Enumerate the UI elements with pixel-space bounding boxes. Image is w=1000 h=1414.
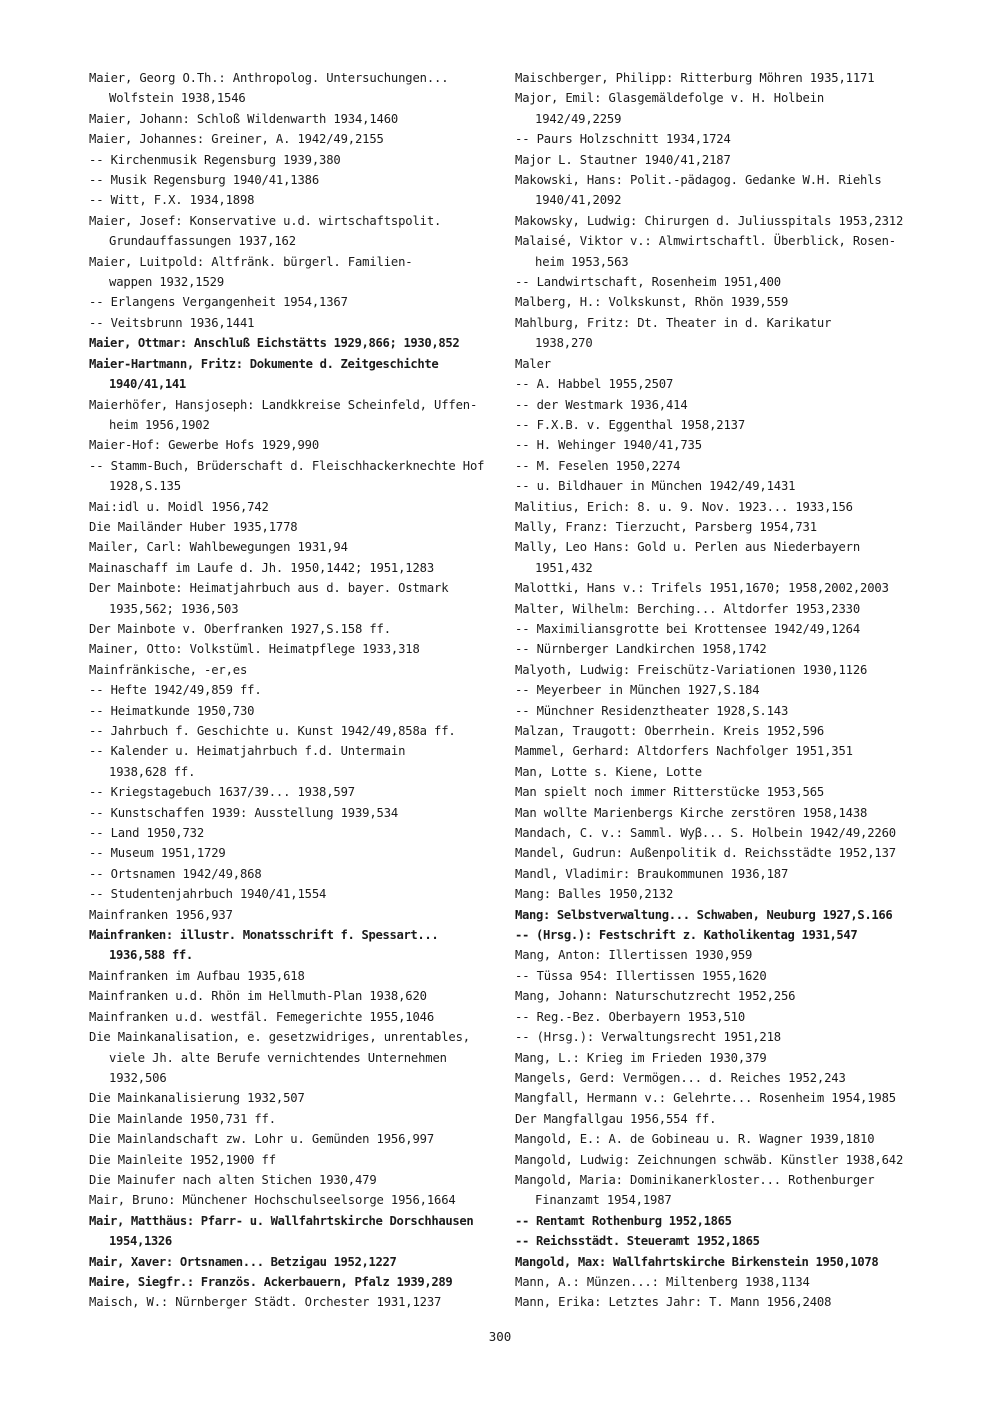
index-entry: [515, 803, 925, 823]
index-entry: [515, 129, 925, 149]
index-entry: [515, 272, 925, 292]
index-entry: [515, 619, 925, 639]
index-entry: [89, 1211, 499, 1252]
index-column-right: [515, 68, 925, 1313]
index-entry-line: Mainfranken im Aufbau 1935,618: [89, 968, 305, 983]
index-entry: [89, 456, 499, 497]
index-entry: [515, 905, 925, 925]
index-entry-continuation: heim 1953,563: [535, 254, 629, 269]
index-entry-line: Mair, Xaver: Ortsnamen... Betzigau 1952,1227: [89, 1254, 397, 1269]
index-entry-line: -- Musik Regensburg 1940/41,1386: [89, 173, 319, 188]
index-entry: [89, 333, 499, 353]
index-entry: [515, 578, 925, 598]
index-entry: [515, 517, 925, 537]
index-entry-line: Mainer, Otto: Volkstüml. Heimatpflege 1933,318: [89, 642, 420, 657]
index-entry: [515, 537, 925, 578]
index-entry-line: Mang: Selbstverwaltung... Schwaben, Neuburg 1927,S.166: [515, 907, 893, 922]
index-entry: [89, 252, 499, 293]
index-entry: [89, 1007, 499, 1027]
index-entry-continuation: 1936,588 ff.: [109, 948, 193, 963]
index-entry-line: Major, Emil: Glasgemäldefolge v. H. Holbein: [515, 91, 825, 106]
index-entry-continuation: 1954,1326: [109, 1234, 172, 1249]
index-entry-continuation: Wolfstein 1938,1546: [109, 91, 246, 106]
index-entry: [515, 762, 925, 782]
page-number: 300: [488, 1329, 512, 1344]
index-entry: [89, 966, 499, 986]
index-entry: [89, 905, 499, 925]
index-entry-line: -- Münchner Residenztheater 1928,S.143: [515, 703, 789, 718]
index-entry: [89, 823, 499, 843]
index-entry: [515, 599, 925, 619]
index-entry-line: Mangels, Gerd: Vermögen... d. Reiches 1952,243: [515, 1070, 846, 1085]
index-entry: [515, 1007, 925, 1027]
index-entry: [515, 1027, 925, 1047]
index-entry: [515, 639, 925, 659]
index-entry-line: Malter, Wilhelm: Berching... Altdorfer 1953,2330: [515, 601, 860, 616]
index-entry-continuation: 1938,628 ff.: [109, 764, 196, 779]
index-entry: [89, 986, 499, 1006]
index-entry-line: -- Kalender u. Heimatjahrbuch f.d. Untermain: [89, 744, 406, 759]
index-entry: [515, 823, 925, 843]
index-entry-line: Mair, Bruno: Münchener Hochschulseelsorge 1956,1664: [89, 1193, 456, 1208]
index-entry: [89, 537, 499, 557]
index-entry-line: Maierhöfer, Hansjoseph: Landkkreise Scheinfeld, Uffen-: [89, 397, 478, 412]
index-entry: [515, 170, 925, 211]
index-entry-line: -- H. Wehinger 1940/41,735: [515, 438, 702, 453]
index-entry-line: -- Meyerbeer in München 1927,S.184: [515, 683, 760, 698]
index-entry-line: Mann, A.: Münzen...: Miltenberg 1938,1134: [515, 1274, 810, 1289]
index-entry: [515, 1292, 925, 1312]
index-entry-line: Man wollte Marienbergs Kirche zerstören 1958,1438: [515, 805, 868, 820]
index-entry: [515, 1048, 925, 1068]
index-entry-line: Man, Lotte s. Kiene, Lotte: [515, 764, 702, 779]
index-entry: [515, 231, 925, 272]
index-entry: [515, 88, 925, 129]
index-entry-line: Die Mainlandschaft zw. Lohr u. Gemünden 1956,997: [89, 1132, 434, 1147]
index-entry-line: -- Tüssa 954: Illertissen 1955,1620: [515, 968, 767, 983]
index-entry-line: -- Reichsstädt. Steueramt 1952,1865: [515, 1234, 760, 1249]
index-entry-line: Mang, Johann: Naturschutzrecht 1952,256: [515, 989, 796, 1004]
index-entry-line: Mainfranken u.d. westfäl. Femegerichte 1955,1046: [89, 1009, 434, 1024]
index-entry: [89, 1292, 499, 1312]
index-entry-line: Makowsky, Ludwig: Chirurgen d. Juliusspitals 1953,2312: [515, 213, 904, 228]
index-entry-line: -- u. Bildhauer in München 1942/49,1431: [515, 479, 796, 494]
index-entry-line: Der Mainbote: Heimatjahrbuch aus d. bayer. Ostmark: [89, 581, 449, 596]
index-entry-line: -- Heimatkunde 1950,730: [89, 703, 255, 718]
index-entry-line: Mainfranken 1956,937: [89, 907, 233, 922]
index-entry: [89, 190, 499, 210]
index-entry-line: Mainaschaff im Laufe d. Jh. 1950,1442; 1951,1283: [89, 560, 434, 575]
index-entry: [515, 476, 925, 496]
index-entry-line: Die Mailänder Huber 1935,1778: [89, 519, 298, 534]
index-entry-line: Mai:idl u. Moidl 1956,742: [89, 499, 269, 514]
index-entry-line: -- Stamm-Buch, Brüderschaft d. Fleischhackerknechte Hof: [89, 458, 485, 473]
index-entry: [515, 1252, 925, 1272]
index-entry-line: Malitius, Erich: 8. u. 9. Nov. 1923... 1933,156: [515, 499, 853, 514]
index-entry-continuation: 1940/41,141: [109, 377, 186, 392]
index-entry-line: -- Kunstschaffen 1939: Ausstellung 1939,534: [89, 805, 399, 820]
index-entry-line: Mainfränkische, -er,es: [89, 662, 248, 677]
index-entry: [515, 843, 925, 863]
index-entry: [515, 782, 925, 802]
index-entry: [89, 109, 499, 129]
index-entry-line: Mahlburg, Fritz: Dt. Theater in d. Karikatur: [515, 315, 832, 330]
index-entry: [89, 1088, 499, 1108]
index-entry-line: -- Paurs Holzschnitt 1934,1724: [515, 132, 731, 147]
index-entry: [89, 1272, 499, 1292]
index-entry: [89, 680, 499, 700]
index-entry-line: -- (Hrsg.): Festschrift z. Katholikentag 1931,547: [515, 928, 858, 943]
index-entry-line: Mailer, Carl: Wahlbewegungen 1931,94: [89, 540, 348, 555]
index-entry-line: Maire, Siegfr.: Französ. Ackerbauern, Pfalz 1939,289: [89, 1274, 453, 1289]
index-column-left: [89, 68, 499, 1313]
index-entry: [515, 292, 925, 312]
index-entry: [515, 497, 925, 517]
index-entry: [515, 741, 925, 761]
index-entry-line: -- Veitsbrunn 1936,1441: [89, 315, 255, 330]
index-entry: [89, 292, 499, 312]
index-entry: [515, 945, 925, 965]
index-entry: [515, 1211, 925, 1231]
index-entry-line: -- Ortsnamen 1942/49,868: [89, 866, 262, 881]
index-entry: [89, 354, 499, 395]
index-entry-line: -- Nürnberger Landkirchen 1958,1742: [515, 642, 767, 657]
index-entry: [89, 1109, 499, 1129]
index-entry-line: Mangold, Maria: Dominikanerkloster... Rothenburger: [515, 1172, 875, 1187]
index-entry: [515, 150, 925, 170]
index-entry: [515, 354, 925, 374]
index-entry: [89, 639, 499, 659]
index-entry-line: Die Mainkanalisation, e. gesetzwidriges, unrentables,: [89, 1030, 470, 1045]
index-entry: [89, 211, 499, 252]
index-entry-line: Malzan, Traugott: Oberrhein. Kreis 1952,596: [515, 724, 825, 738]
index-entry-line: Maier, Johannes: Greiner, A. 1942/49,2155: [89, 132, 384, 147]
index-entry-line: Mangold, Ludwig: Zeichnungen schwäb. Künstler 1938,642: [515, 1152, 904, 1167]
index-entry: [515, 435, 925, 455]
index-entry: [515, 395, 925, 415]
index-entry-line: Mangfall, Hermann v.: Gelehrte... Rosenheim 1954,1985: [515, 1091, 896, 1106]
index-entry: [89, 925, 499, 966]
index-entry-line: Mang, Anton: Illertissen 1930,959: [515, 948, 753, 963]
index-entry-line: Maier, Luitpold: Altfränk. bürgerl. Familien-: [89, 254, 413, 269]
index-entry: [89, 517, 499, 537]
index-entry: [515, 1109, 925, 1129]
index-entry-line: -- Kriegstagebuch 1637/39... 1938,597: [89, 785, 355, 800]
index-entry: [515, 211, 925, 231]
index-entry-continuation: 1951,432: [535, 560, 593, 575]
index-entry: [89, 843, 499, 863]
index-entry-line: Maier-Hartmann, Fritz: Dokumente d. Zeitgeschichte: [89, 356, 439, 371]
index-entry: [89, 619, 499, 639]
index-entry: [89, 864, 499, 884]
index-entry: [89, 395, 499, 436]
index-entry: [515, 864, 925, 884]
index-entry: [89, 803, 499, 823]
index-entry: [515, 680, 925, 700]
index-entry-line: -- Land 1950,732: [89, 826, 204, 841]
index-entry-line: Mandl, Vladimir: Braukommunen 1936,187: [515, 866, 789, 881]
index-entry-line: -- Rentamt Rothenburg 1952,1865: [515, 1213, 732, 1228]
index-entry-line: Mandach, C. v.: Samml. Wyβ... S. Holbein 1942/49,2260: [515, 826, 896, 841]
index-entry: [89, 721, 499, 741]
index-entry: [89, 435, 499, 455]
index-entry-line: Maier, Ottmar: Anschluß Eichstätts 1929,866; 1930,852: [89, 336, 460, 351]
index-entry-continuation: 1932,506: [109, 1070, 167, 1085]
index-entry: [515, 884, 925, 904]
index-entry-line: Mally, Leo Hans: Gold u. Perlen aus Niederbayern: [515, 540, 860, 555]
index-entry: [515, 1231, 925, 1251]
index-entry-continuation: viele Jh. alte Berufe vernichtendes Unternehmen: [109, 1050, 447, 1065]
index-entry: [515, 1088, 925, 1108]
index-entry: [515, 966, 925, 986]
index-entry-line: Die Mainlande 1950,731 ff.: [89, 1111, 276, 1126]
index-entry-line: -- A. Habbel 1955,2507: [515, 377, 674, 392]
index-entry-line: Maier, Johann: Schloß Wildenwarth 1934,1460: [89, 111, 399, 126]
index-entry: [515, 456, 925, 476]
index-entry-line: Die Mainleite 1952,1900 ff: [89, 1152, 276, 1167]
index-entry: [89, 497, 499, 517]
index-entry-line: Maier-Hof: Gewerbe Hofs 1929,990: [89, 438, 319, 453]
index-entry-line: Maier, Josef: Konservative u.d. wirtschaftspolit.: [89, 213, 442, 228]
index-entry-continuation: wappen 1932,1529: [109, 275, 224, 290]
index-entry-line: -- Hefte 1942/49,859 ff.: [89, 683, 262, 698]
index-entry-line: Maler: [515, 356, 551, 371]
index-entry: [515, 415, 925, 435]
index-entry: [89, 782, 499, 802]
index-entry: [89, 558, 499, 578]
index-entry: [515, 660, 925, 680]
index-entry-line: Die Mainkanalisierung 1932,507: [89, 1091, 305, 1106]
index-entry-line: Man spielt noch immer Ritterstücke 1953,565: [515, 785, 825, 800]
index-entry-line: -- Maximiliansgrotte bei Krottensee 1942/49,1264: [515, 621, 860, 636]
index-entry: [89, 1150, 499, 1170]
index-entry-line: Die Mainufer nach alten Stichen 1930,479: [89, 1172, 377, 1187]
index-entry-line: -- der Westmark 1936,414: [515, 397, 688, 412]
index-entry-line: -- Studentenjahrbuch 1940/41,1554: [89, 887, 327, 902]
index-entry-continuation: 1938,270: [535, 336, 593, 351]
index-entry: [515, 1150, 925, 1170]
index-entry-line: Major L. Stautner 1940/41,2187: [515, 152, 731, 167]
index-entry: [89, 313, 499, 333]
index-entry-line: Der Mainbote v. Oberfranken 1927,S.158 ff.: [89, 621, 391, 636]
index-entry: [89, 150, 499, 170]
index-entry: [515, 925, 925, 945]
index-entry: [515, 721, 925, 741]
index-entry-line: Makowski, Hans: Polit.-pädagog. Gedanke W.H. Riehls: [515, 173, 882, 188]
index-entry-continuation: 1940/41,2092: [535, 193, 622, 208]
index-entry: [515, 374, 925, 394]
index-entry-line: Maier, Georg O.Th.: Anthropolog. Untersuchungen...: [89, 71, 449, 85]
index-entry-line: -- F.X.B. v. Eggenthal 1958,2137: [515, 417, 745, 432]
index-entry-line: -- Jahrbuch f. Geschichte u. Kunst 1942/49,858a ff.: [89, 724, 456, 738]
index-entry-continuation: 1935,562; 1936,503: [109, 601, 239, 616]
index-entry-line: Malottki, Hans v.: Trifels 1951,1670; 1958,2002,2003: [515, 581, 889, 596]
index-entry: [89, 741, 499, 782]
index-entry: [89, 660, 499, 680]
index-entry-line: -- M. Feselen 1950,2274: [515, 458, 681, 473]
index-entry: [515, 701, 925, 721]
index-entry-line: Malyoth, Ludwig: Freischütz-Variationen 1930,1126: [515, 662, 868, 677]
index-entry: [89, 884, 499, 904]
index-entry: [89, 68, 499, 109]
index-entry-line: Mainfranken: illustr. Monatsschrift f. Spessart...: [89, 928, 439, 943]
index-entry-continuation: heim 1956,1902: [109, 417, 210, 432]
index-entry-continuation: 1942/49,2259: [535, 111, 622, 126]
index-entry: [515, 986, 925, 1006]
index-entry-line: -- (Hrsg.): Verwaltungsrecht 1951,218: [515, 1030, 781, 1045]
index-entry: [89, 170, 499, 190]
index-entry: [89, 701, 499, 721]
index-entry: [515, 1129, 925, 1149]
index-entry-line: Mally, Franz: Tierzucht, Parsberg 1954,731: [515, 519, 817, 534]
index-entry-line: -- Witt, F.X. 1934,1898: [89, 193, 255, 208]
index-entry: [89, 578, 499, 619]
index-entry-line: Malaisé, Viktor v.: Almwirtschaftl. Überblick, Rosen-: [515, 234, 896, 249]
index-entry: [89, 1190, 499, 1210]
index-entry-line: Mang, L.: Krieg im Frieden 1930,379: [515, 1050, 767, 1065]
index-entry: [515, 1068, 925, 1088]
index-entry: [515, 1272, 925, 1292]
index-entry-line: Mangold, Max: Wallfahrtskirche Birkenstein 1950,1078: [515, 1254, 879, 1269]
index-entry-line: Maischberger, Philipp: Ritterburg Möhren 1935,1171: [515, 71, 875, 85]
index-entry-line: -- Museum 1951,1729: [89, 846, 226, 861]
index-entry-line: Mang: Balles 1950,2132: [515, 887, 674, 902]
index-entry-line: -- Landwirtschaft, Rosenheim 1951,400: [515, 275, 781, 290]
index-entry-continuation: Grundauffassungen 1937,162: [109, 234, 296, 249]
index-entry-line: Mammel, Gerhard: Altdorfers Nachfolger 1951,351: [515, 744, 853, 759]
index-entry-continuation: Finanzamt 1954,1987: [535, 1193, 672, 1208]
index-entry: [515, 1170, 925, 1211]
index-entry-line: Der Mangfallgau 1956,554 ff.: [515, 1111, 717, 1126]
index-entry-line: Malberg, H.: Volkskunst, Rhön 1939,559: [515, 295, 789, 310]
index-entry: [89, 129, 499, 149]
index-entry-line: Mair, Matthäus: Pfarr- u. Wallfahrtskirche Dorschhausen: [89, 1213, 474, 1228]
index-entry: [89, 1129, 499, 1149]
index-entry: [515, 313, 925, 354]
index-entry-line: Mangold, E.: A. de Gobineau u. R. Wagner 1939,1810: [515, 1132, 875, 1147]
index-entry: [89, 1027, 499, 1088]
index-entry-line: Mann, Erika: Letztes Jahr: T. Mann 1956,2408: [515, 1295, 832, 1310]
index-entry: [89, 1252, 499, 1272]
index-entry-line: Mainfranken u.d. Rhön im Hellmuth-Plan 1938,620: [89, 989, 427, 1004]
index-entry-line: Mandel, Gudrun: Außenpolitik d. Reichsstädte 1952,137: [515, 846, 896, 861]
index-entry-line: Maisch, W.: Nürnberger Städt. Orchester 1931,1237: [89, 1295, 442, 1310]
index-entry: [89, 1170, 499, 1190]
index-entry-line: -- Erlangens Vergangenheit 1954,1367: [89, 295, 348, 310]
index-entry-line: -- Reg.-Bez. Oberbayern 1953,510: [515, 1009, 745, 1024]
index-entry-continuation: 1928,S.135: [109, 479, 181, 494]
index-entry-line: -- Kirchenmusik Regensburg 1939,380: [89, 152, 341, 167]
index-entry: [515, 68, 925, 88]
